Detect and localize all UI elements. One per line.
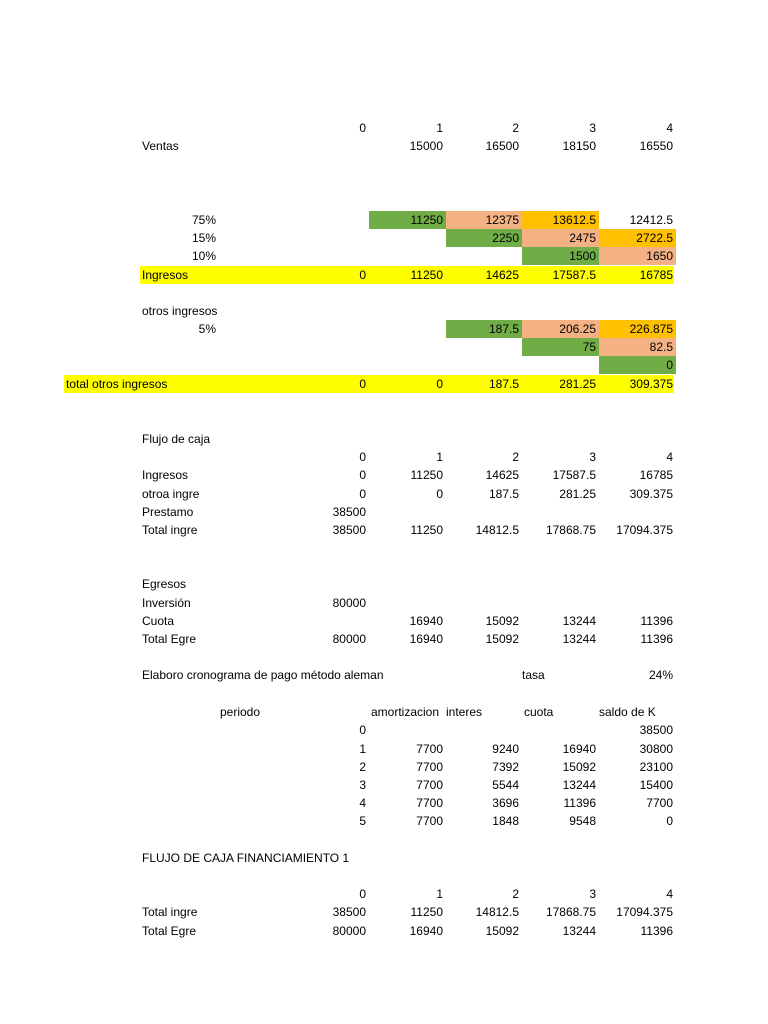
period-header: 1 [436, 121, 443, 135]
period-header: 3 [589, 121, 596, 135]
flujo-period: 2 [512, 450, 519, 464]
crono-saldo: 7700 [646, 796, 673, 810]
fcf-cell: 11250 [410, 905, 443, 919]
crono-interes: 5544 [492, 778, 519, 792]
egresos-cell: 15092 [485, 632, 519, 646]
egresos-cell: 80000 [332, 632, 366, 646]
otros-cell: 187.5 [446, 320, 522, 338]
crono-saldo: 38500 [639, 723, 673, 737]
flujo-cell: 38500 [332, 505, 366, 519]
flujo-cell: 17587.5 [552, 468, 596, 482]
crono-title: Elaboro cronograma de pago método aleman [142, 668, 384, 682]
crono-amort: 7700 [416, 814, 443, 828]
crono-header-periodo: periodo [220, 705, 261, 719]
flujo-period: 1 [436, 450, 443, 464]
otros-cell: 75 [522, 338, 599, 356]
flujo-cell: 187.5 [488, 487, 519, 501]
flujo-period: 4 [666, 450, 673, 464]
flujo-cell: 17094.375 [616, 523, 673, 537]
egresos-label: Total Egre [142, 632, 197, 646]
egresos-label: Inversión [142, 596, 191, 610]
crono-interes: 1848 [492, 814, 519, 828]
fcf-cell: 15092 [485, 924, 519, 938]
total-otros-cell: 281.25 [559, 377, 596, 391]
fcf-cell: 17094.375 [616, 905, 673, 919]
crono-header-interes: interes [446, 705, 483, 719]
flujo-cell: 11250 [410, 523, 443, 537]
tasa-label: tasa [522, 668, 545, 682]
ventas-cell: 16550 [639, 139, 673, 153]
fcf-cell: 80000 [332, 924, 366, 938]
flujo-period: 0 [359, 450, 366, 464]
fcf-cell: 38500 [332, 905, 366, 919]
egresos-label: Cuota [142, 614, 175, 628]
crono-periodo: 0 [359, 723, 366, 737]
otros-label: 5% [198, 322, 216, 336]
dist-cell: 2475 [522, 229, 599, 247]
flujo-cell: 0 [359, 487, 366, 501]
dist-cell: 12375 [446, 211, 522, 229]
flujo-title: Flujo de caja [142, 432, 211, 446]
crono-header-saldo: saldo de K [599, 705, 656, 719]
flujo-label: Ingresos [142, 468, 189, 482]
flujo-period: 3 [589, 450, 596, 464]
period-header: 0 [359, 121, 366, 135]
egresos-cell: 13244 [562, 632, 596, 646]
flujo-cell: 14625 [485, 468, 519, 482]
ingresos-cell: 17587.5 [552, 268, 596, 282]
ingresos-label: Ingresos [142, 268, 189, 282]
flujo-cell: 11250 [410, 468, 443, 482]
crono-periodo: 4 [359, 796, 366, 810]
total-otros-cell: 0 [436, 377, 443, 391]
flujo-cell: 309.375 [629, 487, 673, 501]
dist-label: 10% [191, 249, 216, 263]
crono-periodo: 1 [359, 742, 366, 756]
crono-periodo: 2 [359, 760, 366, 774]
crono-cuota: 9548 [569, 814, 596, 828]
ventas-cell: 16500 [485, 139, 519, 153]
dist-label: 15% [191, 231, 216, 245]
crono-interes: 7392 [492, 760, 519, 774]
fcf-period: 3 [589, 887, 596, 901]
otros-cell: 206.25 [522, 320, 599, 338]
fcf-label: Total Egre [142, 924, 197, 938]
dist-cell: 1650 [599, 247, 676, 265]
dist-cell: 2722.5 [599, 229, 676, 247]
flujo-cell: 14812.5 [475, 523, 519, 537]
dist-cell: 1500 [522, 247, 599, 265]
fcf-cell: 13244 [562, 924, 596, 938]
fcf-period: 0 [359, 887, 366, 901]
flujo-cell: 16785 [639, 468, 673, 482]
dist-cell: 13612.5 [522, 211, 599, 229]
ventas-cell: 18150 [562, 139, 596, 153]
fcf-title: FLUJO DE CAJA FINANCIAMIENTO 1 [142, 851, 350, 865]
ingresos-cell: 0 [359, 268, 366, 282]
ingresos-cell: 16785 [639, 268, 673, 282]
egresos-cell: 11396 [640, 614, 673, 628]
ingresos-cell: 11250 [410, 268, 443, 282]
flujo-cell: 0 [436, 487, 443, 501]
fcf-period: 4 [666, 887, 673, 901]
total-otros-label: total otros ingresos [66, 377, 168, 391]
crono-saldo: 30800 [639, 742, 673, 756]
egresos-cell: 15092 [485, 614, 519, 628]
egresos-cell: 11396 [640, 632, 673, 646]
crono-header-amort: amortizacion [371, 705, 440, 719]
fcf-cell: 14812.5 [475, 905, 519, 919]
crono-saldo: 15400 [639, 778, 673, 792]
crono-cuota: 13244 [562, 778, 596, 792]
fcf-label: Total ingre [142, 905, 198, 919]
crono-amort: 7700 [416, 778, 443, 792]
crono-header-cuota: cuota [524, 705, 554, 719]
flujo-cell: 0 [359, 468, 366, 482]
otros-cell: 82.5 [599, 338, 676, 356]
ingresos-cell: 14625 [485, 268, 519, 282]
egresos-cell: 16940 [409, 614, 443, 628]
otros-cell: 226.875 [599, 320, 676, 338]
egresos-title: Egresos [142, 577, 187, 591]
crono-saldo: 0 [666, 814, 673, 828]
crono-cuota: 16940 [562, 742, 596, 756]
egresos-cell: 16940 [409, 632, 443, 646]
fcf-cell: 16940 [409, 924, 443, 938]
dist-cell: 2250 [446, 229, 522, 247]
crono-saldo: 23100 [639, 760, 673, 774]
egresos-cell: 13244 [562, 614, 596, 628]
flujo-label: otroa ingre [142, 487, 200, 501]
period-header: 2 [512, 121, 519, 135]
fcf-period: 1 [436, 887, 443, 901]
crono-cuota: 11396 [563, 796, 596, 810]
crono-interes: 9240 [492, 742, 519, 756]
fcf-cell: 11396 [640, 924, 673, 938]
otros-title: otros ingresos [142, 304, 218, 318]
crono-interes: 3696 [492, 796, 519, 810]
fcf-cell: 17868.75 [545, 905, 596, 919]
otros-cell: 0 [599, 356, 676, 374]
ventas-cell: 15000 [409, 139, 443, 153]
flujo-cell: 281.25 [559, 487, 596, 501]
flujo-label: Prestamo [142, 505, 194, 519]
dist-cell: 12412.5 [629, 213, 673, 227]
flujo-cell: 38500 [332, 523, 366, 537]
crono-periodo: 5 [359, 814, 366, 828]
crono-amort: 7700 [416, 760, 443, 774]
tasa-value: 24% [648, 668, 673, 682]
fcf-period: 2 [512, 887, 519, 901]
total-otros-cell: 187.5 [488, 377, 519, 391]
egresos-cell: 80000 [332, 596, 366, 610]
flujo-label: Total ingre [142, 523, 198, 537]
crono-cuota: 15092 [562, 760, 596, 774]
crono-amort: 7700 [416, 742, 443, 756]
crono-periodo: 3 [359, 778, 366, 792]
period-header: 4 [666, 121, 673, 135]
total-otros-cell: 0 [359, 377, 366, 391]
ventas-label: Ventas [142, 139, 179, 153]
total-otros-cell: 309.375 [629, 377, 673, 391]
crono-amort: 7700 [416, 796, 443, 810]
dist-cell: 11250 [369, 211, 446, 229]
flujo-cell: 17868.75 [545, 523, 596, 537]
dist-label: 75% [191, 213, 216, 227]
